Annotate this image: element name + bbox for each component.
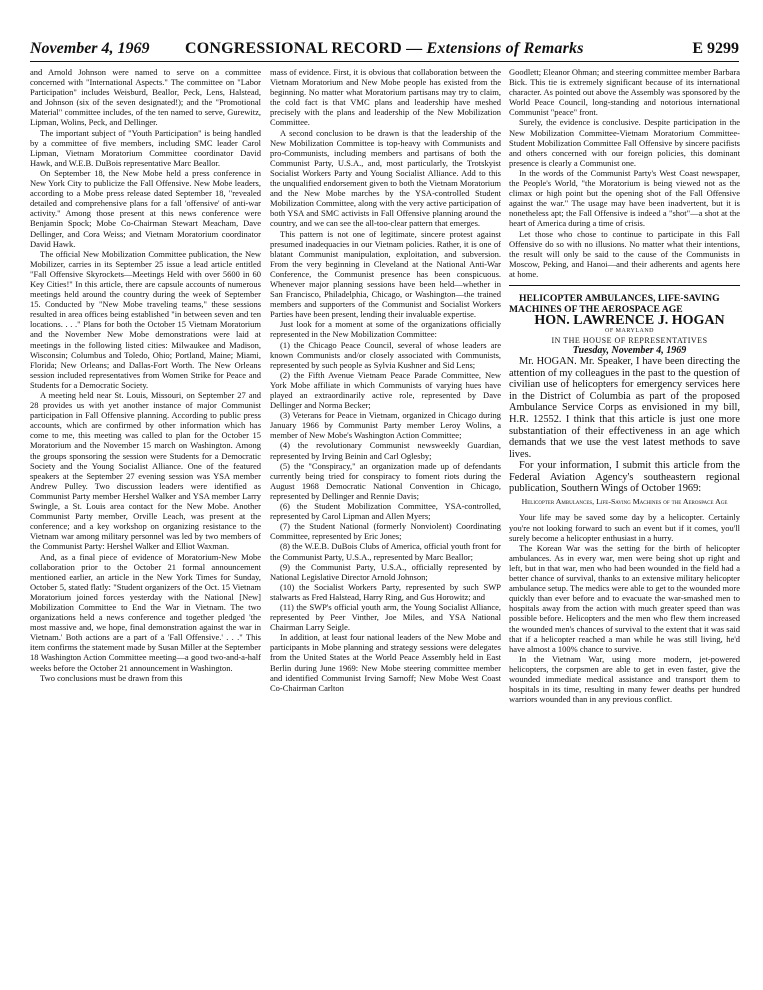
page-header	[30, 40, 739, 62]
header-title	[185, 40, 584, 58]
column-1	[30, 67, 261, 683]
section-divider	[509, 285, 740, 286]
paragraph: Mr. HOGAN. Mr. Speaker, I have been directing the attention of my colleagues in the past to the question of civilian use of helicopters for emergency services here in the District of Columbia as part of the proposed Ambulance Service Corps as envisioned in my bill, H.R. 12552. I think that this article is just one more substantiation of their effectiveness in an age which demands that we use the vest latest methods to save lives.	[509, 355, 740, 460]
list-item: (9) the Communist Party, U.S.A., officially represented by National Legislative Director Arnold Johnson;	[270, 561, 501, 582]
paragraph: Your life may be saved some day by a helicopter. Certainly you're not looking forward to such an event but if it comes, you'll surely become a helicopter enthusiast in a hurry.	[509, 512, 740, 543]
paragraph: Just look for a moment at some of the organizations officially represented in the New Mobilization Committee:	[270, 319, 501, 340]
list-item: (1) the Chicago Peace Council, several of whose leaders are known Communists and/or closely associated with Communists, represented by such people as Sylvia Kushner and Sid Lens;	[270, 339, 501, 370]
header-date: November 4, 1969	[30, 40, 150, 57]
paragraph: The Korean War was the setting for the birth of helicopter ambulances. As in every war, men were being shot up right and left, but in that war, men who had been wounded in the field had a better chance of survival, thanks to an extensive military helicopter ambulance setup. The medics were able to get to the wounded more quickly than ever before and to evacuate the war-smashed men to hospitals away from the action with much greater speed than was possible before. Helicopters and the men who flew them increased the wounded men's chances of survival to the extent that it was said that if a helicopter reached a man while he was still living, he'd have almost a 100% chance to survive.	[509, 542, 740, 654]
paragraph: In the Vietnam War, using more modern, jet-powered helicopters, the corpsmen are able to get in even faster, give the wounded immediate medical assistance and transport them to hospitals in its time, resulting in many fewer deaths per hundred warriors wounded than in any previous conflict.	[509, 653, 740, 705]
list-item: (3) Veterans for Peace in Vietnam, organized in Chicago during January 1966 by Communist Party member Leroy Wolins, a member of New Mobe's Washington Action Committee;	[270, 410, 501, 441]
column-3	[509, 67, 740, 704]
list-item: (10) the Socialist Workers Party, represented by such SWP stalwarts as Fred Halstead, Harry Ring, and Gus Horowitz; and	[270, 581, 501, 602]
paragraph: And, as a final piece of evidence of Moratorium-New Mobe collaboration prior to the October 21 formal announcement mentioned earlier, an article in the New York Times for Sunday, October 5, stated flatly: "Student organizers of the Oct. 15 Vietnam Moratorium joined forces yesterday with the National [New] Mobilization Committee to End the War in Vietnam. The two organizations held a news conference and together pledged 'the most massive and, we hope, final demonstration against the war in Vietnam.' Both actions are a part of a 'Fall Offensive.' . . ." This item confirms the statement made by Susan Miller at the September 18 Washington Action Committee meeting—a good two-and-a-half weeks before the October 21 announcement in Washington.	[30, 551, 261, 673]
paragraph: The important subject of "Youth Participation" is being handled by a committee of five members, including SMC leader Carol Lipman, Vietnam Moratorium Committee coordinator David Hawk, and W.E.B. DuBois representative Marc Beallor.	[30, 127, 261, 168]
header-page-number: E 9299	[692, 40, 739, 57]
speaker-name: HON. LAWRENCE J. HOGAN	[534, 312, 725, 328]
list-item: (8) the W.E.B. DuBois Clubs of America, official youth front for the Communist Party, U.S.A., represented by Marc Beallor;	[270, 541, 501, 562]
list-item: (7) the Student National (formerly Nonviolent) Coordinating Committee, represented by Eric Jones;	[270, 521, 501, 542]
paragraph: and Arnold Johnson were named to serve on a committee concerned with "International Aspects." The committee on "Labor Participation" includes Weisburd, Beallor, Peck, Lens, Halstead, and Johnson (six of the seven designated!); and the "Promotional Material" committee includes, of the ten named to serve, Gurewitz, Lipman, Wolins, Peck, and Dellinger.	[30, 67, 261, 128]
paragraph: A second conclusion to be drawn is that the leadership of the New Mobilization Committee is top-heavy with Communists and pro-Communists, including members and partisans of both the Communist Party, U.S.A., and, most particularly, the Trotskyist Socialist Workers Party and Young Socialist Alliance. Add to this the unqualified endorsement given to both the Vietnam Moratorium and the New Mobe marches by the YSA-controlled Student Mobilization Committee, along with the very active participation of both YSA and SMC activists in Fall Offensive planning around the country, and we can see the all-too-clear pattern that emerges.	[270, 127, 501, 229]
paragraph: Surely, the evidence is conclusive. Despite participation in the New Mobilization Committee-Vietnam Moratorium Committee-Student Mobilization Committee Fall Offensive by sincere pacifists and others concerned with our foreign policies, this dominant presence is clearly a Communist one.	[509, 117, 740, 168]
paragraph: Goodlett; Eleanor Ohman; and steering committee member Barbara Bick. This tie is extremely significant because of its international character. As pointed out above the Assembly was sponsored by the World Peace Council, long-standing and notorious international Communist "peace" front.	[509, 67, 740, 118]
list-item: (5) the "Conspiracy," an organization made up of defendants currently being tried for conspiracy to foment riots during the August 1968 Democratic National Convention in Chicago, represented by Dellinger and Rennie Davis;	[270, 460, 501, 501]
paragraph: In addition, at least four national leaders of the New Mobe and participants in Mobe planning and strategy sessions were delegates from the United States at the World Peace Assembly held in East Berlin during June 1969: New Mobe steering committee member and identified Communist Irving Sarnoff; New Mobe West Coast Co-Chairman Carlton	[270, 632, 501, 693]
header-rule	[30, 61, 739, 62]
article-subheading: Helicopter Ambulances, Life-Saving Machines of the Aerospace Age	[521, 497, 728, 507]
paragraph: In the words of the Communist Party's West Coast newspaper, the People's World, "the Moratorium is being viewed not as the climax or high point but the opening shot of the Fall Offensive against the war." The usage may have been inadvertent, but it is nonetheless apt; the Fall Offensive is indeed a "shot"—a shot at the heart of America during a time of crisis.	[509, 167, 740, 229]
header-title-main: CONGRESSIONAL RECORD —	[185, 40, 423, 57]
chamber-line: IN THE HOUSE OF REPRESENTATIVES	[551, 335, 708, 345]
paragraph: Let those who chose to continue to participate in this Fall Offensive do so with no illusions. No matter what their intentions, the result will only be said to the cause of the Communists in Moscow, Peking, and Hanoi—and their adherents and agents here at home.	[509, 228, 740, 279]
paragraph: A meeting held near St. Louis, Missouri, on September 27 and 28 provides us with yet another instance of major Communist participation in Fall Offensive planning. According to public press accounts, which are confirmed by other information which has come to me, this meeting was called to plan for the October 15 Moratorium and the November 15 march on Washington. Among the groups sponsoring the session were Students for a Democratic Society and the Young Socialist Alliance. One of the featured speakers at the September 27 evening session was YSA member Andrew Pulley. Two discussion leaders were identified as Communist Party member Hershel Walker and YSA member Larry Swingle, a St. Louis area contact for the New Mobe. Another Communist Party member, Orville Leach, was present at the conference; and a key workshop on organizing resistance to the Vietnam war among military personnel was led by two members of the Communist Party: Hershel Walker and Elliot Waxman.	[30, 390, 261, 552]
remarks-date: Tuesday, November 4, 1969	[572, 344, 687, 356]
paragraph: For your information, I submit this article from the Federal Aviation Agency's southeastern regional publication, Southern Wings of October 1969:	[509, 460, 740, 495]
list-item: (2) the Fifth Avenue Vietnam Peace Parade Committee, New York Mobe affiliate in which Communists of varying hues have played an extraordinarily active role, represented by Dave Dellinger and Norma Becker;	[270, 369, 501, 411]
paragraph: On September 18, the New Mobe held a press conference in New York City to publicize the Fall Offensive. New Mobe leaders, according to a Mobe press release dated September 18, "revealed detailed and comprehensive plans for a fall 'offensive' of anti-war activity." Among those present at this news conference were Benjamin Spock; Mobe Co-Chairman Stewart Meacham, Dave Dellinger, and Cora Weiss; and Vietnam Moratorium coordinator David Hawk.	[30, 167, 261, 249]
paragraph: The official New Mobilization Committee publication, the New Mobilizer, carries in its September 25 issue a lead article entitled "Fall Offensive Skyrockets—Meetings Held with over 5600 in 60 Key Cities!" In this article, there are capsule accounts of numerous meetings held around the country during the week of September 15. Conducted by "New Mobe traveling teams," these sessions resulted in area offices being established "in between seven and ten locations. . . ." Plans for both the October 15 Vietnam Moratorium and the November New Mobe demonstrations were laid at meetings in the following listed cities: Milwaukee and Madison, Wisconsin; Columbus and Toledo, Ohio; Portland, Maine; Miami, Florida; New Orleans; and Dallas-Fort Worth. The New Orleans session included representatives from Women Strike for Peace and Students for a Democratic Society.	[30, 248, 261, 390]
paragraph: Two conclusions must be drawn from this	[40, 672, 183, 683]
column-2	[270, 67, 501, 693]
list-item: (11) the SWP's official youth arm, the Young Socialist Alliance, represented by Peer Vinther, Joe Miles, and YSA National Chairman Larry Seigle.	[270, 601, 501, 633]
speaker-state: OF MARYLAND	[604, 327, 654, 334]
header-title-italic: Extensions of Remarks	[426, 40, 584, 57]
list-item: (6) the Student Mobilization Committee, YSA-controlled, represented by Carol Lipman and Allen Myers;	[270, 501, 501, 522]
paragraph: mass of evidence. First, it is obvious that collaboration between the Vietnam Moratorium and New Mobe people has existed from the beginning. No matter what Moratorium partisans may try to claim, the cold fact is that VMC plans and leadership have meshed precisely with the plans and leadership of the New Mobilization Committee.	[270, 67, 501, 128]
paragraph: This pattern is not one of legitimate, sincere protest against presumed inadequacies in our Vietnam policies. Rather, it is one of blatant Communist manipulation, exploitation, and subversion. From the very beginning in Cleveland at the National Anti-War Conference, the Communist presence has been conspicuous. Whenever major planning sessions have been held—whether in San Francisco, Philadelphia, Chicago, or Washington—the trained members and supporters of the Communist and Socialist Workers Parties have been present, lending their invaluable expertise.	[270, 228, 501, 320]
list-item: (4) the revolutionary Communist newsweekly Guardian, represented by Irving Beinin and Carl Oglesby;	[270, 440, 501, 461]
section-heading: HELICOPTER AMBULANCES, LIFE-SAVING MACHINES OF THE AEROSPACE AGE	[509, 292, 720, 315]
